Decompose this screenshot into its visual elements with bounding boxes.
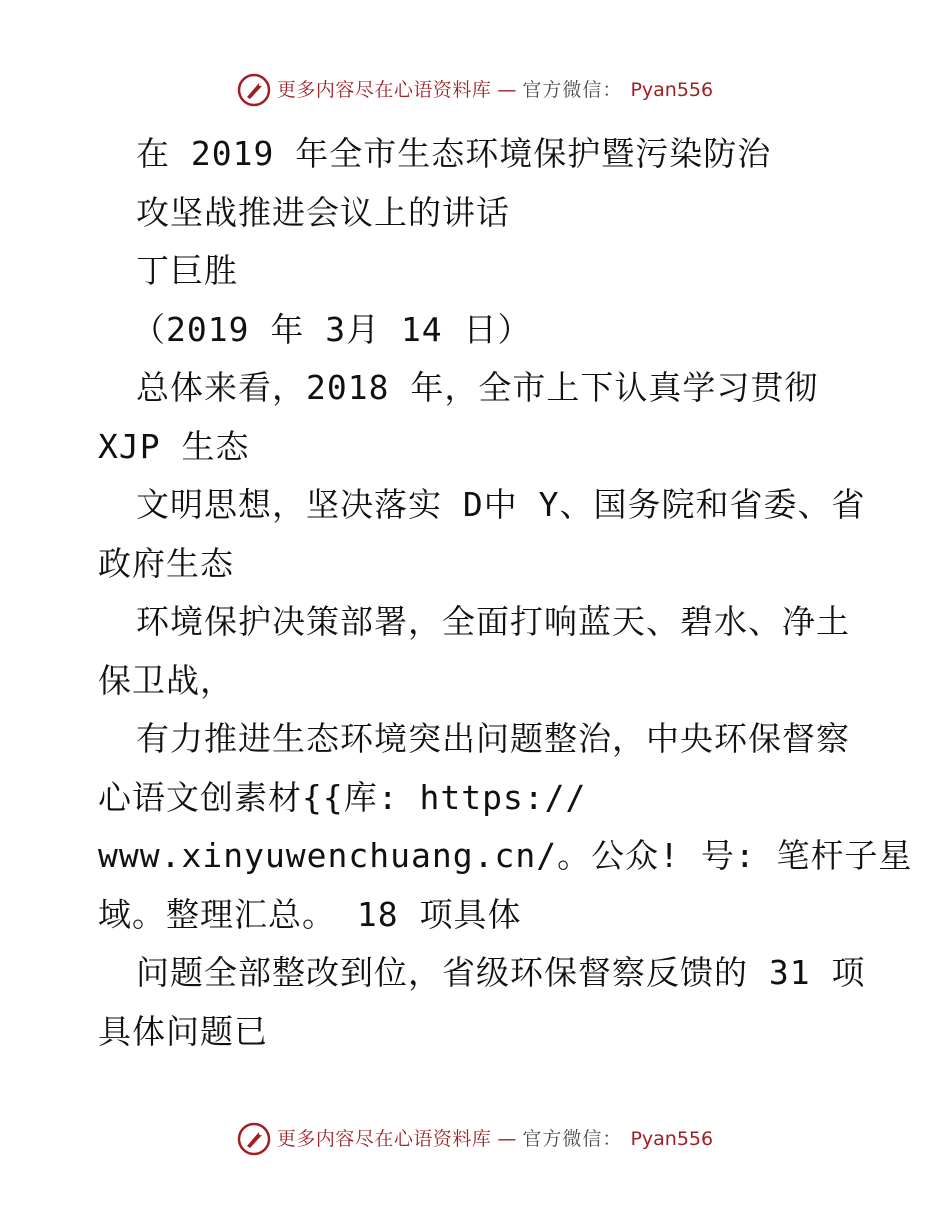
footer-banner xyxy=(0,1119,950,1159)
banner-dash: — xyxy=(497,1128,517,1150)
document-body xyxy=(98,125,918,1061)
paragraph-line: 具体问题已 xyxy=(98,1011,268,1051)
banner-wechat-id: Pyan556 xyxy=(630,1128,714,1150)
pen-nib-logo-icon xyxy=(237,1122,271,1156)
author-name: 丁巨胜 xyxy=(136,251,238,290)
paragraph-line: 保卫战， xyxy=(98,660,234,700)
banner-sub-text: 官方微信： xyxy=(522,79,623,101)
banner-sub-text: 官方微信： xyxy=(522,1128,623,1150)
paragraph-line: 政府生态 xyxy=(98,543,234,583)
paragraph-line: 问题全部整改到位，省级环保督察反馈的 31 项 xyxy=(136,953,866,992)
paragraph-line: 环境保护决策部署，全面打响蓝天、碧水、净土 xyxy=(136,602,850,641)
banner-wechat-id: Pyan556 xyxy=(630,79,714,101)
paragraph-line: 域。整理汇总。 18 项具体 xyxy=(98,894,522,934)
paragraph-line: www.xinyuwenchuang.cn/。公众! 号: 笔杆子星 xyxy=(98,836,913,875)
paragraph-line: XJP 生态 xyxy=(98,426,250,466)
banner-main-text: 更多内容尽在心语资料库 xyxy=(276,1128,492,1150)
banner-main-text: 更多内容尽在心语资料库 xyxy=(276,79,492,101)
banner-dash: — xyxy=(497,79,517,101)
paragraph-line: 心语文创素材{{库: https:// xyxy=(98,777,587,817)
header-banner xyxy=(0,70,950,110)
title-line-1: 在 2019 年全市生态环境保护暨污染防治 xyxy=(136,134,772,173)
pen-nib-logo-icon xyxy=(237,73,271,107)
paragraph-line: 有力推进生态环境突出问题整治，中央环保督察 xyxy=(136,719,850,758)
speech-date: （2019 年 3月 14 日） xyxy=(132,309,532,349)
paragraph-line: 文明思想，坚决落实 D中 Y、国务院和省委、省 xyxy=(136,485,866,524)
title-line-2: 攻坚战推进会议上的讲话 xyxy=(136,192,510,232)
paragraph-line: 总体来看，2018 年，全市上下认真学习贯彻 xyxy=(136,368,819,407)
